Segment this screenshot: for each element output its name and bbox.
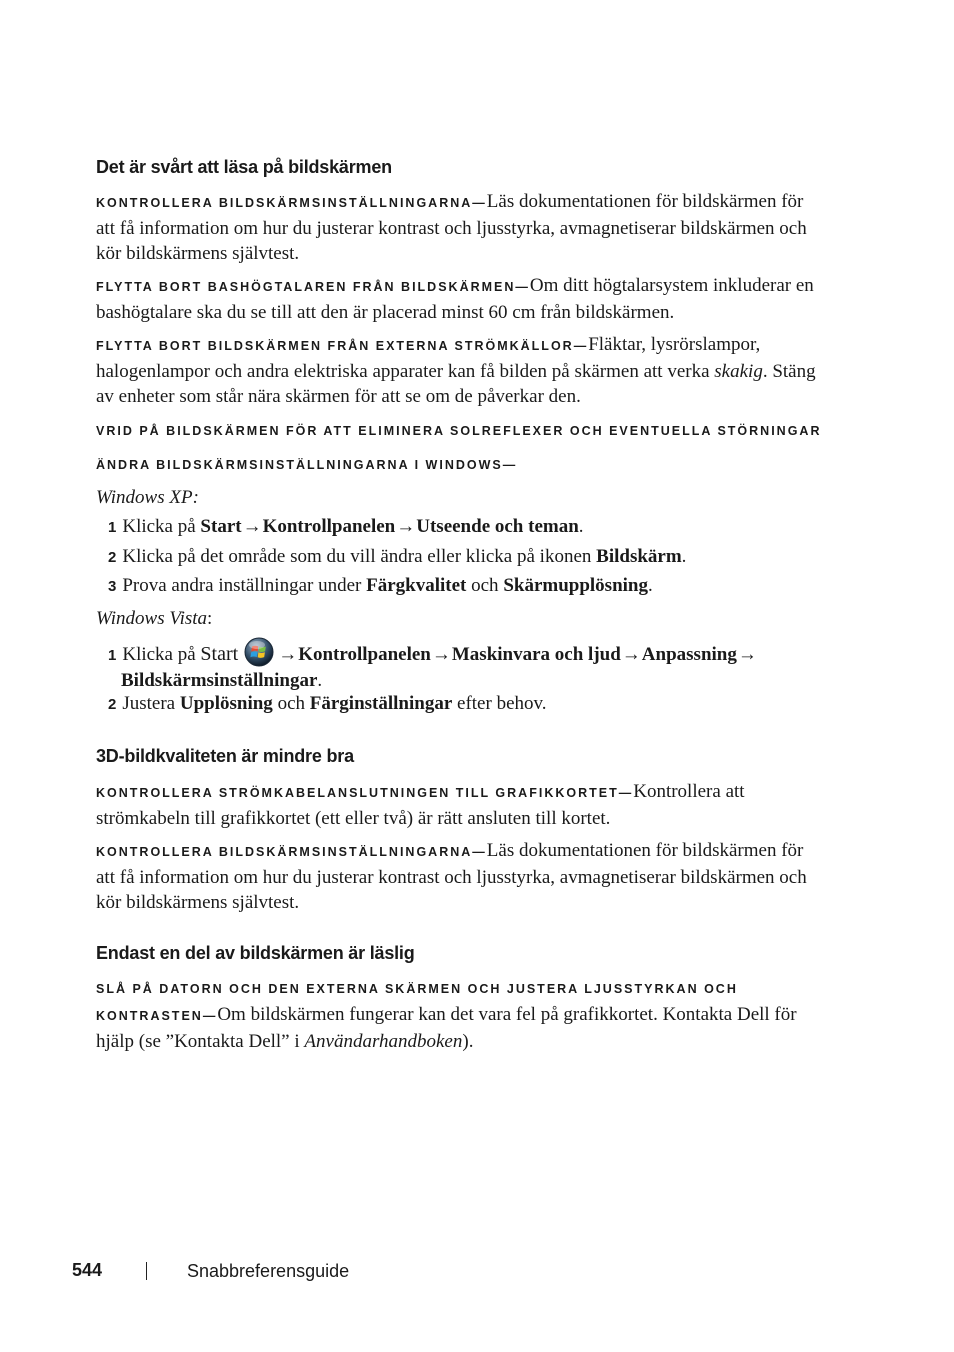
tip-lead: KONTROLLERA BILDSKÄRMSINSTÄLLNINGARNA: [96, 196, 473, 210]
arrow-icon: →: [242, 516, 262, 537]
menu-display: Bildskärm: [596, 546, 682, 567]
em-dash: —: [202, 1009, 218, 1023]
menu-control-panel: Kontrollpanelen: [298, 644, 431, 665]
menu-control-panel: Kontrollpanelen: [262, 516, 396, 537]
menu-personalization: Anpassning: [641, 644, 737, 665]
menu-appearance-themes: Utseende och teman: [416, 516, 579, 537]
em-dash: —: [472, 196, 487, 210]
em-dash: —: [502, 458, 518, 472]
step-text: Prova andra inställningar under: [122, 575, 367, 596]
page-number: 544: [72, 1260, 103, 1280]
arrow-icon: →: [396, 516, 416, 537]
tip-lead: KONTROLLERA BILDSKÄRMSINSTÄLLNINGARNA: [96, 845, 473, 859]
tip-external-monitor: [96, 975, 824, 1054]
step-number: 1: [108, 647, 117, 664]
footer-title: Snabbreferensguide: [187, 1261, 350, 1281]
tip-text: Om ditt högtalarsystem inkluderar en bashögtalare ska du se till att den är placerad minst 60 cm från bildskärmen.: [96, 275, 814, 323]
step-text-end: .: [648, 575, 653, 596]
step-number: 2: [108, 549, 117, 566]
xp-step-3: [108, 573, 808, 599]
footer-divider: [146, 1262, 147, 1280]
windows-start-orb-icon: [244, 637, 274, 667]
vista-step-1: [108, 637, 808, 693]
section-heading-partially-readable: Endast en del av bildskärmen är läslig: [96, 943, 415, 963]
tip-text-end: ).: [462, 1031, 474, 1052]
tip-text: Om bildskärmen fungerar kan det vara fel på grafikkortet. Kontakta Dell för hjälp (se ”Kontakta Dell” i: [96, 1004, 797, 1052]
step-number: 1: [108, 519, 117, 536]
arrow-icon: →: [737, 644, 757, 665]
step-text: Justera: [122, 693, 180, 714]
step-text: Klicka på: [122, 516, 201, 537]
step-text-end: .: [317, 670, 323, 691]
windows-xp-label: Windows XP:: [96, 487, 199, 508]
tip-move-from-power-sources: [96, 332, 824, 409]
tip-lead: FLYTTA BORT BILDSKÄRMEN FRÅN EXTERNA STRÖMKÄLLOR: [96, 339, 574, 353]
tip-text: Läs dokumentationen för bildskärmen för att få information om hur du justerar kontrast och ljusstyrka, avmagnetiserar bildskärmen och kör bildskärmens självtest.: [96, 191, 807, 264]
tip-rotate-monitor: [96, 417, 824, 444]
menu-start: Start: [200, 643, 239, 665]
xp-step-2: [108, 544, 808, 570]
step-text-mid: och: [466, 575, 504, 596]
tip-move-subwoofer: [96, 273, 824, 325]
setting-resolution: Upplösning: [179, 693, 273, 714]
tip-text: Läs dokumentationen för bildskärmen för att få information om hur du justerar kontrast och ljusstyrka, avmagnetiserar bildskärmen och kör bildskärmens självtest.: [96, 840, 807, 913]
xp-step-1: [108, 514, 808, 540]
setting-color-settings: Färginställningar: [309, 693, 453, 714]
step-text-mid: och: [272, 693, 310, 714]
step-number: 2: [108, 696, 117, 713]
tip-emphasis: skakig: [714, 361, 763, 382]
tip-check-monitor-settings-2: [96, 838, 824, 915]
step-number: 3: [108, 578, 117, 595]
em-dash: —: [573, 339, 589, 353]
step-text: Klicka på: [122, 644, 201, 665]
windows-vista-label-colon: :: [207, 608, 213, 629]
tip-lead: FLYTTA BORT BASHÖGTALAREN FRÅN BILDSKÄRMEN: [96, 280, 516, 294]
menu-hardware-sound: Maskinvara och ljud: [451, 644, 621, 665]
arrow-icon: →: [621, 644, 641, 665]
tip-lead: ÄNDRA BILDSKÄRMSINSTÄLLNINGARNA I WINDOWS: [96, 458, 503, 472]
windows-vista-label: [96, 608, 212, 630]
tip-change-windows-settings: [96, 451, 824, 478]
vista-step-2: [108, 691, 808, 717]
step-text-end: efter behov.: [452, 693, 547, 714]
section-heading-hard-to-read: Det är svårt att läsa på bildskärmen: [96, 157, 392, 177]
step-text-end: .: [681, 546, 687, 567]
section-heading-3d-quality: 3D-bildkvaliteten är mindre bra: [96, 746, 354, 766]
windows-vista-label-text: Windows Vista: [96, 608, 208, 629]
menu-display-settings: Bildskärmsinställningar: [121, 670, 318, 691]
em-dash: —: [618, 786, 634, 800]
tip-text: Kontrollera att strömkabeln till grafikkortet (ett eller två) är rätt ansluten till kortet.: [96, 781, 745, 829]
tip-lead: VRID PÅ BILDSKÄRMEN FÖR ATT ELIMINERA SOLREFLEXER OCH EVENTUELLA STÖRNINGAR: [96, 424, 822, 438]
setting-color-quality: Färgkvalitet: [366, 575, 467, 596]
tip-lead: KONTROLLERA STRÖMKABELANSLUTNINGEN TILL GRAFIKKORTET: [96, 786, 619, 800]
arrow-icon: →: [278, 644, 298, 665]
tip-text-end: . Stäng av enheter som står nära skärmen för att se om de påverkar den.: [96, 361, 816, 407]
arrow-icon: →: [431, 644, 451, 665]
tip-lead: SLÅ PÅ DATORN OCH DEN EXTERNA SKÄRMEN OCH JUSTERA LJUSSTYRKAN OCH KONTRASTEN: [96, 982, 738, 1023]
tip-check-power-cable: [96, 779, 824, 831]
setting-screen-resolution: Skärmupplösning: [503, 575, 648, 596]
step-text-end: .: [578, 516, 584, 537]
tip-emphasis: Användarhandboken: [304, 1031, 463, 1052]
step-text: Klicka på det område som du vill ändra eller klicka på ikonen: [122, 546, 597, 567]
menu-start: Start: [200, 516, 242, 537]
tip-text: Fläktar, lysrörslampor, halogenlampor och andra elektriska apparater kan få bilden på skärmen att verka: [96, 334, 761, 382]
tip-check-monitor-settings: [96, 189, 824, 266]
em-dash: —: [472, 845, 487, 859]
em-dash: —: [515, 280, 530, 294]
